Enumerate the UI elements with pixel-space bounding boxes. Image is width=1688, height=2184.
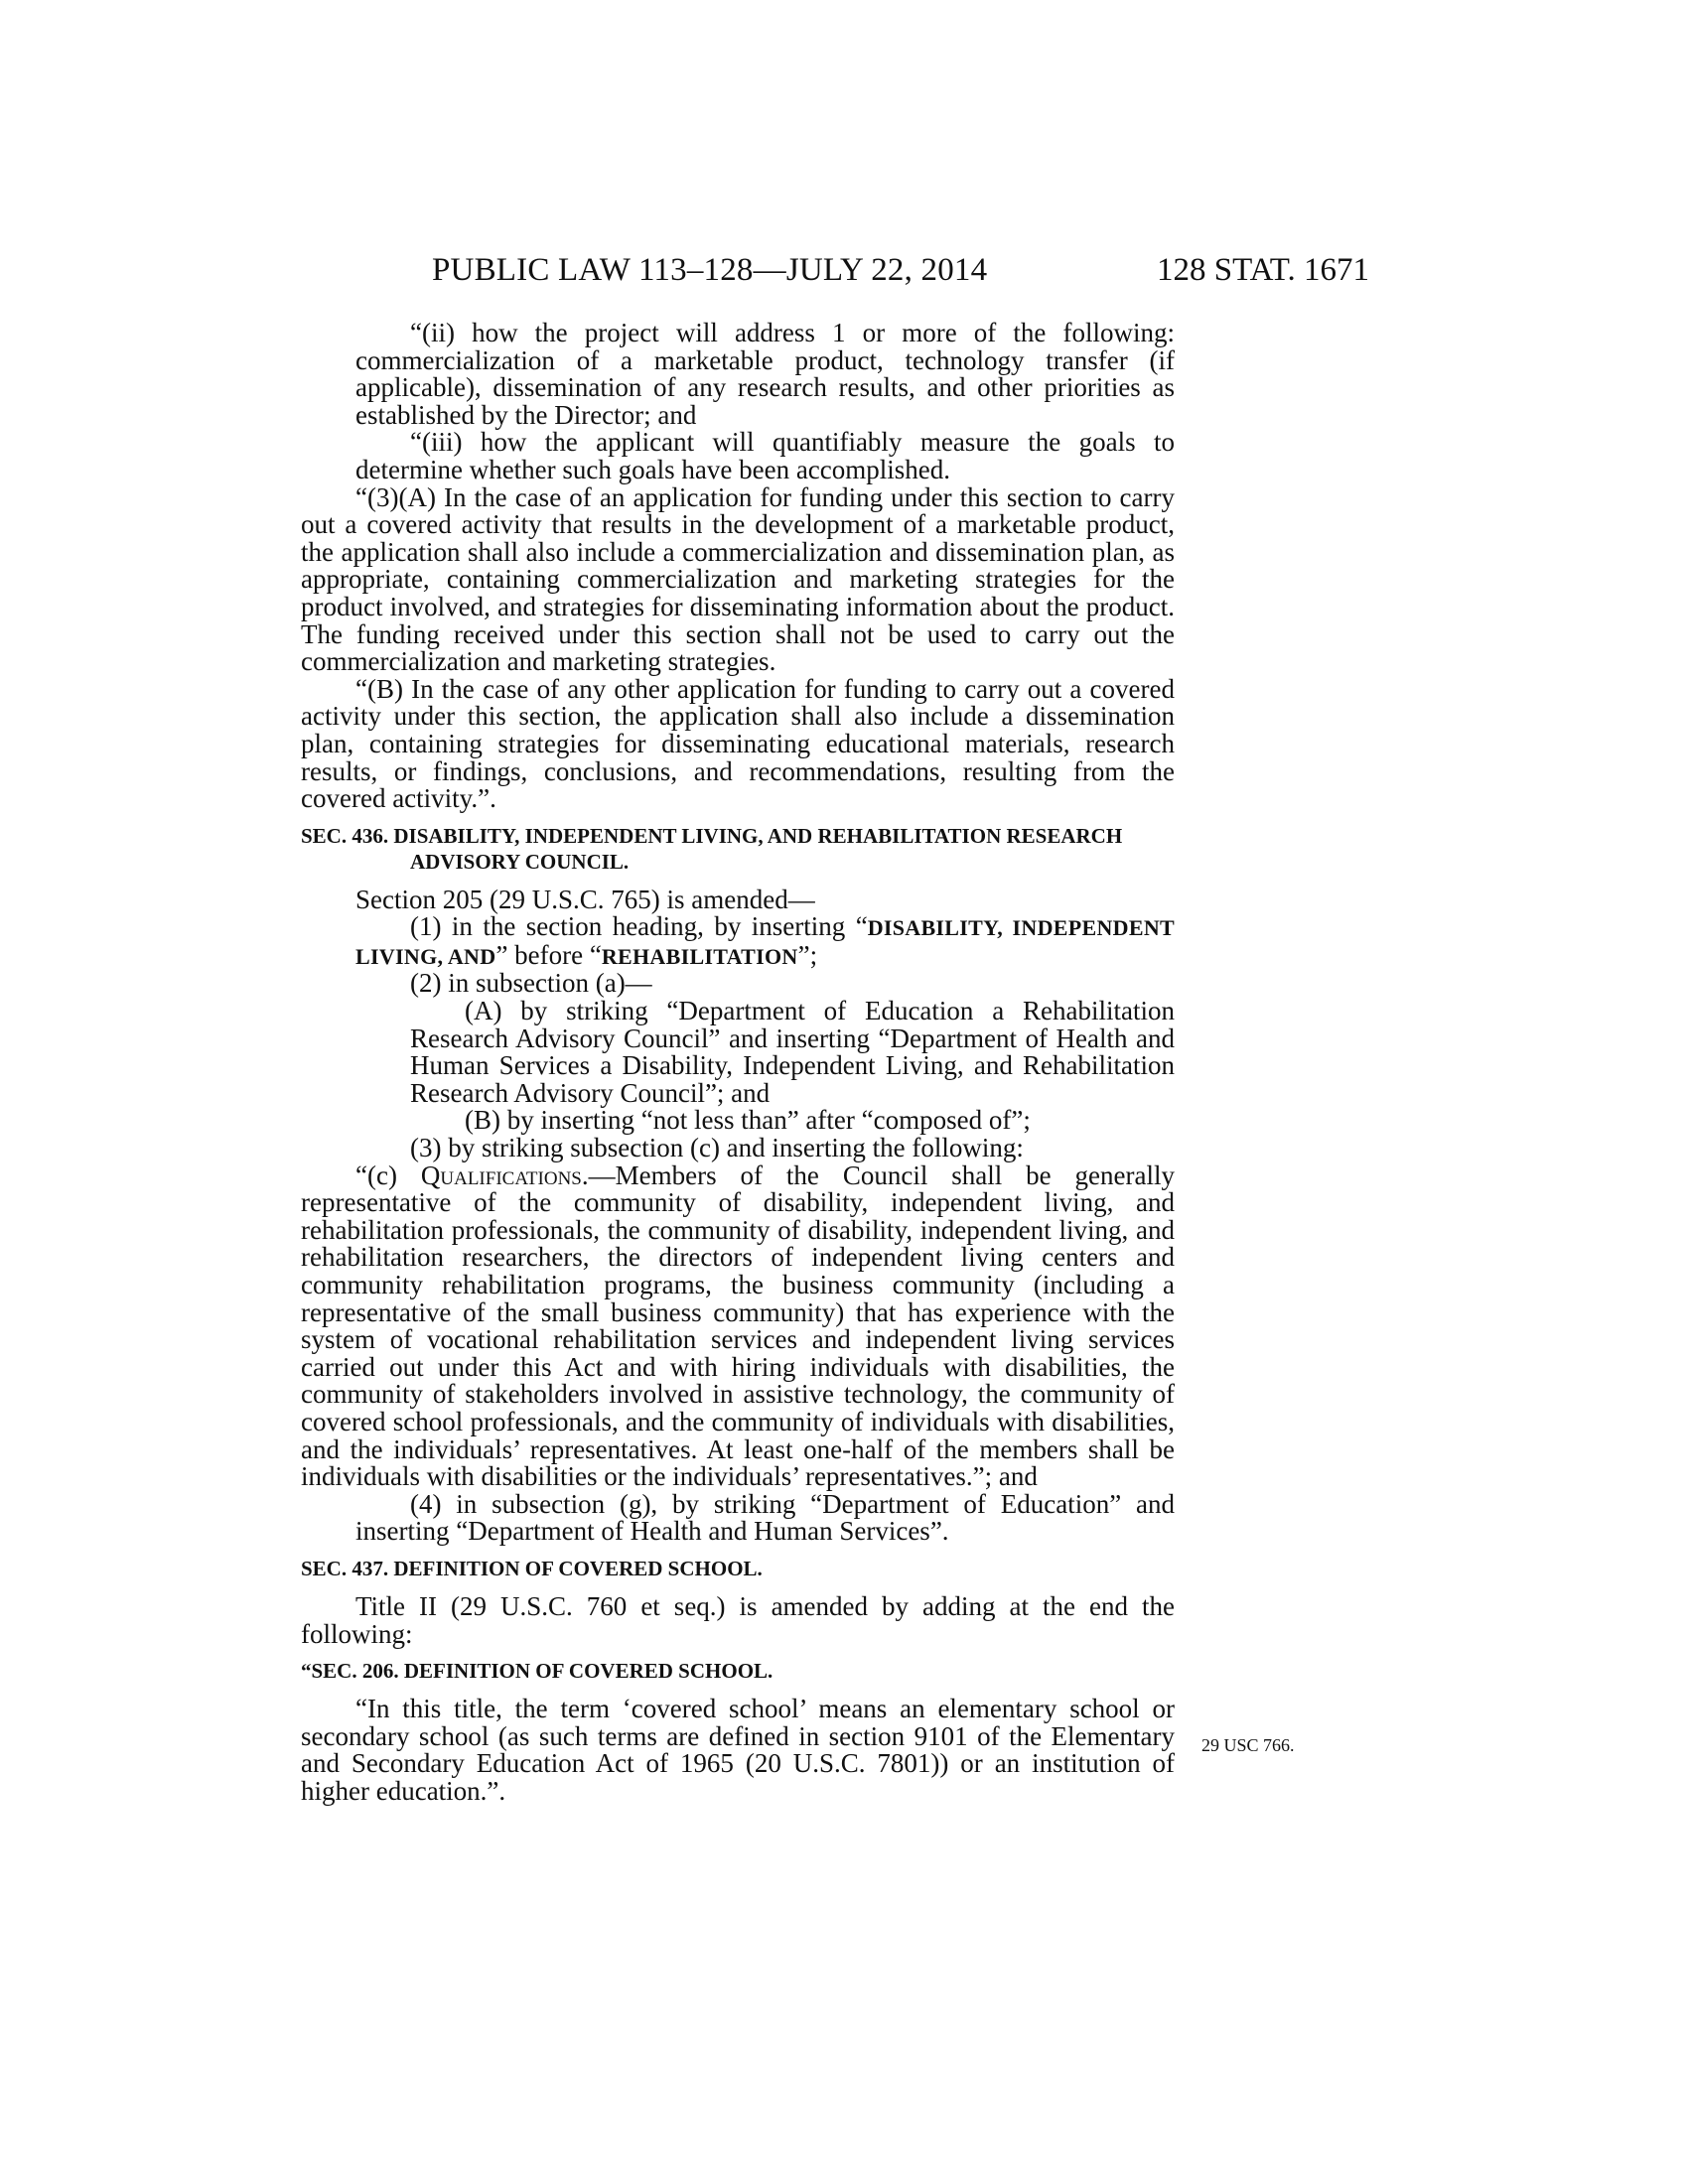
- paragraph-ii: “(ii) how the project will address 1 or more of the following: commercialization of a marketable product, technology transfer (if applicable), dissemination of any research results, and other priorities as established by the Director; and: [355, 318, 1175, 430]
- document-body: [301, 320, 1175, 1806]
- paragraph-qualifications: “(c) Qualifications.—Members of the Council shall be generally representative of the community of disability, independent living, and rehabilitation professionals, the community of disability, independent living, and rehabilitation researchers, the directors of independent living centers and community rehabilitation programs, the business community (including a representative of the small business community) that has experience with the system of vocational rehabilitation services and independent living services carried out under this Act and with hiring individuals with disabilities, the community of stakeholders involved in assistive technology, the community of covered school professionals, and the community of individuals with disabilities, and the individuals’ representatives. At least one-half of the members shall be individuals with disabilities or the individuals’ representatives.”; and: [301, 1160, 1176, 1492]
- header-title: PUBLIC LAW 113–128—JULY 22, 2014: [432, 252, 988, 288]
- header-page-number: 128 STAT. 1671: [1156, 252, 1369, 288]
- paragraph-item-4: (4) in subsection (g), by striking “Department of Education” and inserting “Department of Health and Human Services”.: [355, 1488, 1175, 1547]
- paragraph-item-1: (1) in the section heading, by inserting “DISABILITY, INDEPENDENT LIVING, AND” before “REHABILITATION”;: [355, 911, 1175, 970]
- paragraph-item-2: (2) in subsection (a)—: [410, 968, 652, 999]
- section-heading-437: SEC. 437. DEFINITION OF COVERED SCHOOL.: [301, 1556, 763, 1580]
- paragraph-covered-school: “In this title, the term ‘covered school’ means an elementary school or secondary school (as such terms are defined in section 9101 of the Elementary and Secondary Education Act of 1965 (20 U.S.C. 7801)) or an institution of higher education.”.: [301, 1694, 1175, 1806]
- paragraph-iii: “(iii) how the applicant will quantifiably measure the goals to determine whether such goals have been accomplished.: [355, 427, 1175, 484]
- section-heading-436: SEC. 436. DISABILITY, INDEPENDENT LIVING, AND REHABILITATION RESEARCH ADVISORY COUNCIL.: [301, 823, 1123, 874]
- rehabilitation-heading-text: REHABILITATION: [601, 943, 798, 969]
- margin-note: 29 USC 766.: [1201, 1735, 1295, 1755]
- paragraph-item-2b: (B) by inserting “not less than” after “composed of”;: [465, 1105, 1031, 1136]
- paragraph-item-2a: (A) by striking “Department of Education a Rehabilitation Research Advisory Council” and inserting “Department of Health and Human Services a Disability, Independent Living, and Rehabilitation Research Advisory Council”; and: [410, 996, 1175, 1108]
- paragraph-section-205: Section 205 (29 U.S.C. 765) is amended—: [355, 884, 815, 914]
- inserted-heading-text: DISABILITY, INDEPENDENT LIVING, AND: [355, 915, 1175, 969]
- paragraph-3b: “(B) In the case of any other application for funding to carry out a covered activity under this section, the application shall also include a dissemination plan, containing strategies for disseminating educational materials, research results, or findings, conclusions, and recommendations, resulting from the covered activity.”.: [301, 673, 1175, 814]
- section-heading-206: “SEC. 206. DEFINITION OF COVERED SCHOOL.: [301, 1659, 774, 1684]
- paragraph-item-3: (3) by striking subsection (c) and inserting the following:: [410, 1133, 1024, 1163]
- qualifications-heading: Qualifications: [420, 1160, 582, 1190]
- paragraph-3a: “(3)(A) In the case of an application for funding under this section to carry out a covered activity that results in the development of a marketable product, the application shall also include a commercialization and dissemination plan, as appropriate, containing commercialization and marketing strategies for the product involved, and strategies for disseminating information about the product. The funding received under this section shall not be used to carry out the commercialization and marketing strategies.: [301, 481, 1175, 677]
- paragraph-title-ii: Title II (29 U.S.C. 760 et seq.) is amended by adding at the end the following:: [301, 1590, 1175, 1649]
